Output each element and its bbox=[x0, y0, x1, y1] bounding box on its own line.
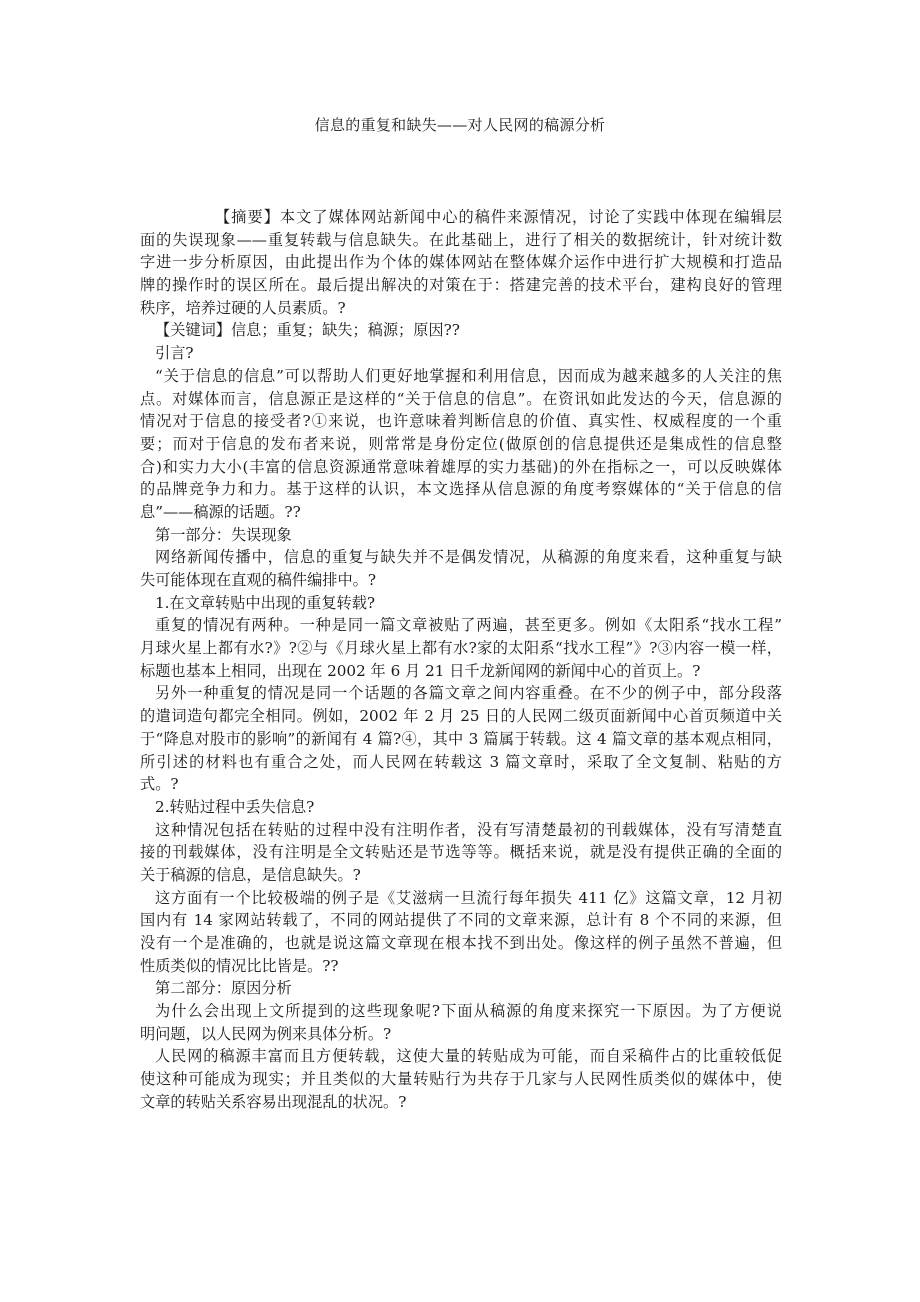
text-line: 式。? bbox=[140, 775, 179, 794]
text-line: 合)和实力大小(丰富的信息资源通常意味着雄厚的实力基础)的外在指标之一，可以反映媒体 bbox=[140, 457, 782, 476]
text-line: 明问题，以人民网为例来具体分析。? bbox=[140, 1024, 392, 1043]
text-line: 第一部分：失误现象 bbox=[155, 525, 292, 544]
text-line: 的品牌竞争力和力。基于这样的认识，本文选择从信息源的角度考察媒体的“关于信息的信 bbox=[140, 480, 782, 499]
text-line: 的遣词造句都完全相同。例如，2002 年 2 月 25 日的人民网二级页面新闻中心首页频道中关 bbox=[140, 707, 782, 726]
text-line: 牌的操作时的误区所在。最后提出解决的对策在于：搭建完善的技术平台，建构良好的管理 bbox=[140, 276, 782, 295]
text-line: 为什么会出现上文所提到的这些现象呢?下面从稿源的角度来探究一下原因。为了方便说 bbox=[155, 1002, 782, 1021]
text-line: 所引述的材料也有重合之处，而人民网在转载这 3 篇文章时，采取了全文复制、粘贴的方 bbox=[140, 752, 782, 771]
text-line: 点。对媒体而言，信息源正是这样的“关于信息的信息”。在资讯如此发达的今天，信息源的 bbox=[140, 389, 782, 408]
text-line: 重复的情况有两种。一种是同一篇文章被贴了两遍，甚至更多。例如《太阳系“找水工程” bbox=[155, 616, 782, 635]
text-line: 情况对于信息的接受者?①来说，也许意味着判断信息的价值、真实性、权威程度的一个重 bbox=[140, 412, 782, 431]
text-line: “关于信息的信息”可以帮助人们更好地掌握和利用信息，因而成为越来越多的人关注的焦 bbox=[155, 366, 782, 385]
text-line: 这种情况包括在转贴的过程中没有注明作者，没有写清楚最初的刊载媒体，没有写清楚直 bbox=[155, 820, 782, 839]
text-line: 秩序，培养过硬的人员素质。? bbox=[140, 298, 346, 317]
text-line: 字进一步分析原因，由此提出作为个体的媒体网站在整体媒介运作中进行扩大规模和打造品 bbox=[140, 253, 782, 272]
text-line: 国内有 14 家网站转载了，不同的网站提供了不同的文章来源，总计有 8 个不同的来源，但 bbox=[140, 911, 782, 930]
text-line: 接的刊载媒体，没有注明是全文转贴还是节选等等。概括来说，就是没有提供正确的全面的 bbox=[140, 843, 782, 862]
text-line: 要；而对于信息的发布者来说，则常常是身份定位(做原创的信息提供还是集成性的信息整 bbox=[140, 434, 782, 453]
text-line: 这方面有一个比较极端的例子是《艾滋病一旦流行每年损失 411 亿》这篇文章，12 月初 bbox=[155, 888, 782, 907]
text-line: 引言? bbox=[155, 344, 194, 363]
text-line: 面的失误现象——重复转载与信息缺失。在此基础上，进行了相关的数据统计，针对统计数 bbox=[140, 230, 782, 249]
text-line: 【关键词】信息；重复；缺失；稿源；原因?? bbox=[155, 321, 460, 340]
text-line: 息”——稿源的话题。?? bbox=[140, 502, 301, 521]
text-line: 文章的转贴关系容易出现混乱的状况。? bbox=[140, 1092, 407, 1111]
document-title: 信息的重复和缺失——对人民网的稿源分析 bbox=[314, 116, 606, 134]
text-line: 另外一种重复的情况是同一个话题的各篇文章之间内容重叠。在不少的例子中，部分段落 bbox=[155, 684, 782, 703]
text-line: 没有一个是准确的，也就是说这篇文章现在根本找不到出处。像这样的例子虽然不普遍，但 bbox=[140, 934, 782, 952]
text-line: 2.转贴过程中丢失信息? bbox=[155, 797, 315, 816]
document-body bbox=[140, 206, 782, 1114]
text-line: 人民网的稿源丰富而且方便转载，这使大量的转贴成为可能，而自采稿件占的比重较低促 bbox=[155, 1047, 782, 1066]
text-line: 第二部分：原因分析 bbox=[155, 979, 292, 998]
text-line: 【摘要】本文了媒体网站新闻中心的稿件来源情况，讨论了实践中体现在编辑层 bbox=[215, 208, 782, 226]
text-line: 使这种可能成为现实；并且类似的大量转贴行为共存于几家与人民网性质类似的媒体中，使 bbox=[140, 1070, 782, 1089]
text-line: 月球火星上都有水?》?②与《月球火星上都有水?家的太阳系“找水工程”》?③内容一模一样， bbox=[140, 639, 782, 658]
text-line: 标题也基本上相同，出现在 2002 年 6 月 21 日千龙新闻网的新闻中心的首页上。? bbox=[140, 661, 701, 680]
text-line: 关于稿源的信息，是信息缺失。? bbox=[140, 865, 361, 884]
text-line: 性质类似的情况比比皆是。?? bbox=[140, 956, 339, 975]
text-line: 网络新闻传播中，信息的重复与缺失并不是偶发情况，从稿源的角度来看，这种重复与缺 bbox=[155, 548, 782, 567]
text-line: 于“降息对股市的影响”的新闻有 4 篇?④，其中 3 篇属于转载。这 4 篇文章的基本观点相同， bbox=[140, 729, 782, 748]
text-line: 1.在文章转贴中出现的重复转载? bbox=[155, 593, 376, 612]
text-line: 失可能体现在直观的稿件编排中。? bbox=[140, 571, 376, 589]
